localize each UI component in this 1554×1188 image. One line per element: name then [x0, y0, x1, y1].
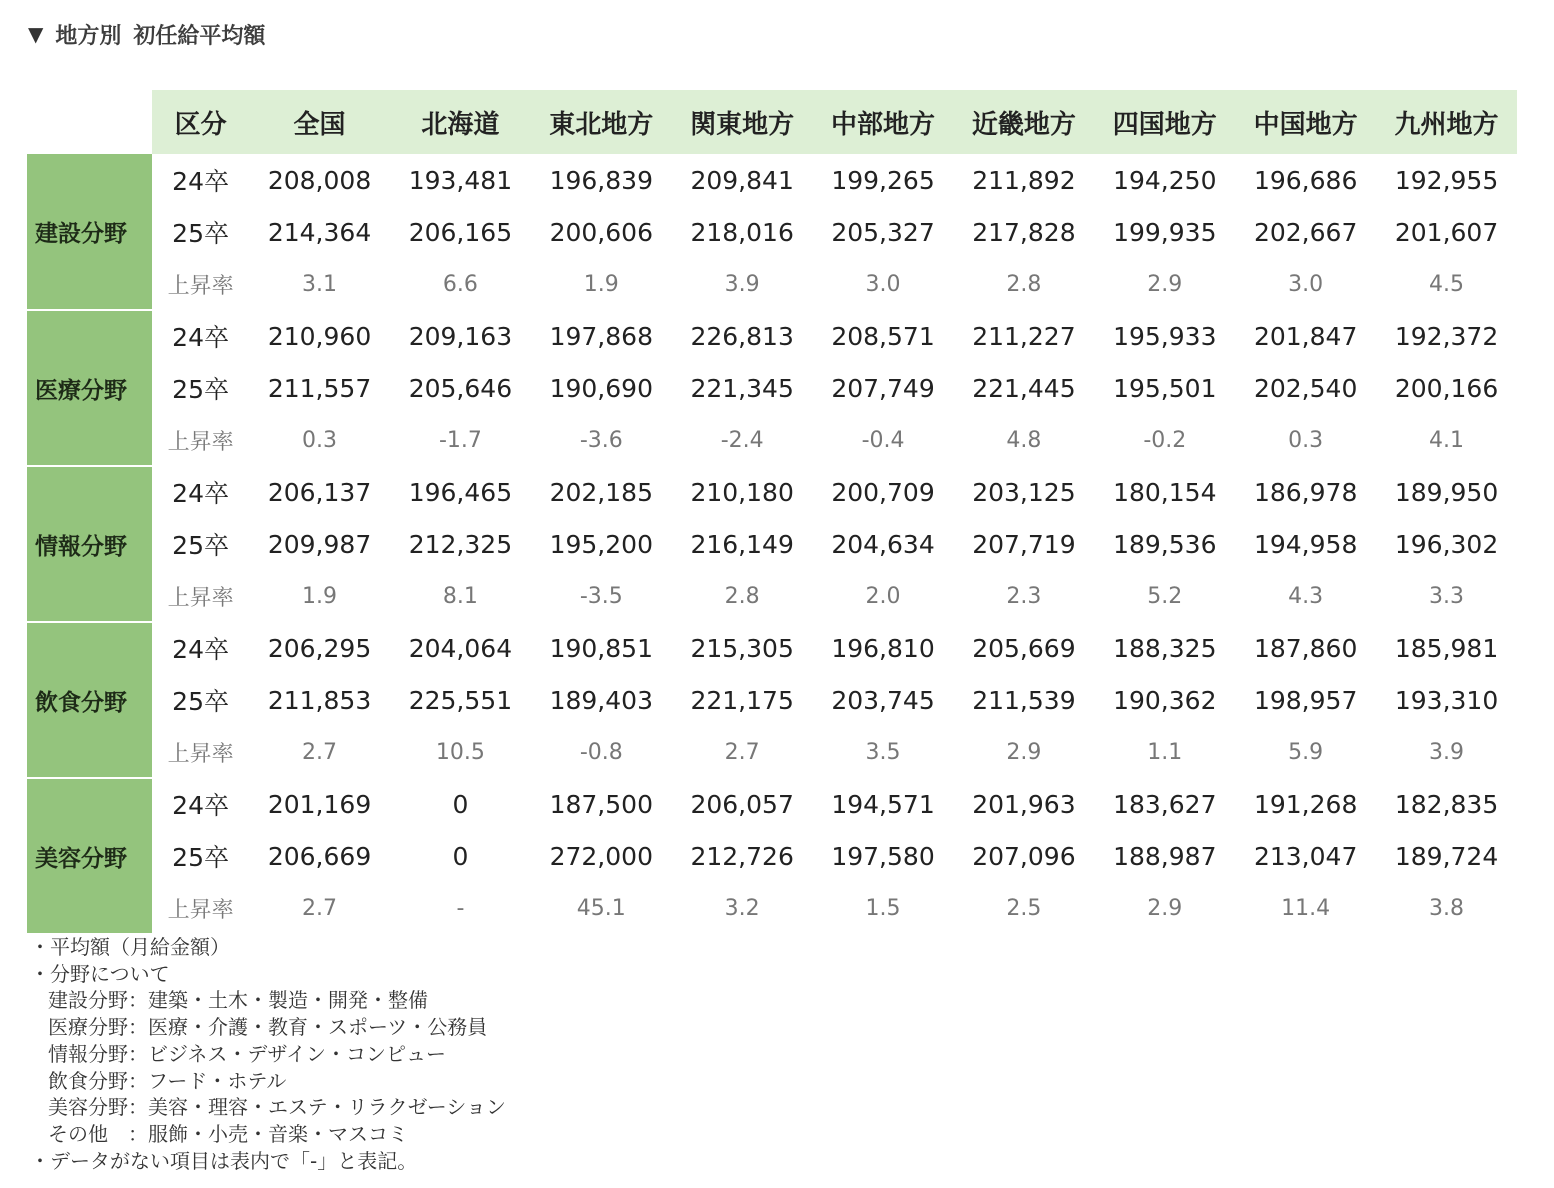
table-cell: 2.9 [1006, 739, 1042, 765]
table-row [27, 882, 1517, 934]
row-label: 24卒 [172, 167, 229, 196]
table-cell: 1.5 [865, 895, 901, 921]
table-cell: 208,008 [267, 165, 372, 195]
column-header: 中国地方 [1235, 90, 1376, 154]
table-cell: 201,963 [972, 789, 1076, 819]
table-cell: -0.8 [579, 739, 623, 765]
table-cell: 197,580 [831, 841, 935, 871]
table-cell: 202,540 [1253, 373, 1358, 403]
table-cell: 3.9 [1429, 739, 1465, 765]
table-cell: 206,295 [267, 633, 372, 663]
table-cell: 211,227 [972, 321, 1076, 351]
table-cell: 180,154 [1113, 477, 1217, 507]
table-cell: 195,933 [1113, 321, 1217, 351]
table-cell: 201,607 [1394, 217, 1499, 247]
table-cell: 211,539 [972, 685, 1076, 715]
table-cell: 206,057 [690, 789, 794, 819]
table-row [27, 778, 1517, 830]
group-label: 建設分野 [27, 154, 152, 310]
table-cell: 6.6 [442, 271, 478, 297]
table-cell: 182,835 [1394, 789, 1499, 819]
row-label: 25卒 [172, 687, 229, 716]
table-cell: 2.3 [1006, 583, 1042, 609]
table-cell: 190,362 [1113, 685, 1217, 715]
table-cell: 0 [452, 789, 469, 819]
table-cell: 2.7 [302, 895, 338, 921]
table-cell: 1.1 [1147, 739, 1183, 765]
table-cell: 11.4 [1281, 895, 1331, 921]
note-line: その他 ：服飾・小売・音楽・マスコミ [48, 1121, 408, 1146]
table-cell: 193,310 [1394, 685, 1499, 715]
table-cell: 207,096 [972, 841, 1076, 871]
table-cell: 202,185 [549, 477, 653, 507]
table-cell: -3.5 [579, 583, 623, 609]
table-cell: 189,403 [549, 685, 653, 715]
column-header: 近畿地方 [953, 90, 1094, 154]
table-cell: 204,064 [408, 633, 513, 663]
table-row [27, 570, 1517, 622]
table-cell: 201,169 [267, 789, 372, 819]
table-cell: 45.1 [576, 895, 626, 921]
table-cell: 196,839 [549, 165, 653, 195]
column-header: 四国地方 [1094, 90, 1235, 154]
table-cell: 2.0 [865, 583, 901, 609]
table-cell: - [456, 895, 465, 921]
table-cell: 2.7 [724, 739, 760, 765]
column-header: 全国 [249, 90, 390, 154]
table-cell: 205,646 [408, 373, 513, 403]
row-label: 24卒 [172, 791, 229, 820]
table-cell: 225,551 [408, 685, 513, 715]
table-cell: 190,690 [549, 373, 653, 403]
section-title [28, 18, 265, 50]
table-cell: 186,978 [1253, 477, 1358, 507]
table-cell: 2.5 [1006, 895, 1042, 921]
table-cell: 198,957 [1253, 685, 1358, 715]
row-label: 25卒 [172, 531, 229, 560]
table-cell: 200,709 [831, 477, 935, 507]
table-cell: 206,165 [408, 217, 513, 247]
table-cell: 2.8 [1006, 271, 1042, 297]
table-cell: 210,180 [690, 477, 794, 507]
table-cell: 190,851 [549, 633, 653, 663]
column-header: 東北地方 [531, 90, 672, 154]
table-cell: 3.9 [724, 271, 760, 297]
group-label: 飲食分野 [27, 622, 152, 778]
table-row [27, 830, 1517, 882]
note-line: ・データがない項目は表内で「-」と表記。 [30, 1148, 418, 1173]
table-cell: 203,125 [972, 477, 1076, 507]
table-cell: 4.5 [1429, 271, 1465, 297]
note-line: ・分野について [30, 961, 170, 986]
table-cell: 193,481 [408, 165, 513, 195]
table-row [27, 622, 1517, 674]
table-row [27, 310, 1517, 362]
table-cell: 203,745 [831, 685, 935, 715]
table-cell: 192,372 [1394, 321, 1499, 351]
row-label: 25卒 [172, 219, 229, 248]
table-row [27, 362, 1517, 414]
table-cell: 188,325 [1113, 633, 1217, 663]
table-cell: 194,250 [1113, 165, 1217, 195]
table-cell: 201,847 [1253, 321, 1358, 351]
table-cell: 183,627 [1113, 789, 1217, 819]
table-cell: 189,724 [1394, 841, 1499, 871]
table-cell: 0.3 [1288, 427, 1324, 453]
table-cell: 205,669 [972, 633, 1076, 663]
table-cell: 0.3 [302, 427, 338, 453]
table-cell: 200,166 [1394, 373, 1499, 403]
table-cell: 209,841 [690, 165, 794, 195]
table-cell: 1.9 [583, 271, 619, 297]
table-cell: 3.3 [1429, 583, 1465, 609]
table-cell: 3.1 [302, 271, 338, 297]
table-cell: 226,813 [690, 321, 794, 351]
table-cell: -2.4 [720, 427, 764, 453]
table-cell: 3.2 [724, 895, 760, 921]
row-label: 上昇率 [167, 897, 234, 923]
table-row [27, 726, 1517, 778]
table-row [27, 206, 1517, 258]
table-cell: 207,749 [831, 373, 935, 403]
table-cell: 187,500 [549, 789, 653, 819]
table-cell: -0.2 [1143, 427, 1187, 453]
table-cell: 3.0 [865, 271, 901, 297]
table-cell: 185,981 [1394, 633, 1499, 663]
table-cell: 1.9 [302, 583, 338, 609]
table-cell: 199,265 [831, 165, 935, 195]
header-blank-cell [27, 90, 152, 154]
table-cell: 4.1 [1429, 427, 1465, 453]
table-cell: 2.9 [1147, 895, 1183, 921]
table-cell: 205,327 [831, 217, 935, 247]
salary-table [27, 90, 1517, 935]
title-text-salary: 初任給平均額 [133, 23, 266, 49]
note-line: 美容分野：美容・理容・エステ・リラクゼーション [48, 1095, 506, 1120]
group-label: 情報分野 [27, 466, 152, 622]
row-label: 25卒 [172, 375, 229, 404]
table-cell: 4.8 [1006, 427, 1042, 453]
table-cell: 3.8 [1429, 895, 1465, 921]
table-cell: 2.8 [724, 583, 760, 609]
table-cell: 209,987 [267, 529, 372, 559]
row-label: 上昇率 [167, 429, 234, 455]
table-cell: 211,892 [972, 165, 1076, 195]
group-label: 医療分野 [27, 310, 152, 466]
table-cell: 3.0 [1288, 271, 1324, 297]
column-header: 関東地方 [672, 90, 813, 154]
column-header: 九州地方 [1376, 90, 1517, 154]
table-row [27, 414, 1517, 466]
table-cell: 10.5 [435, 739, 485, 765]
row-label: 24卒 [172, 323, 229, 352]
table-cell: 212,726 [690, 841, 794, 871]
table-cell: 2.7 [302, 739, 338, 765]
table-row [27, 674, 1517, 726]
column-header: 北海道 [390, 90, 531, 154]
note-line: 建設分野：建築・土木・製造・開発・整備 [48, 988, 428, 1013]
note-line: 情報分野：ビジネス・デザイン・コンピュー [48, 1041, 446, 1066]
column-header: 区分 [152, 90, 249, 154]
column-header: 中部地方 [813, 90, 954, 154]
table-cell: 194,571 [831, 789, 935, 819]
table-row [27, 466, 1517, 518]
title-text-region: 地方別 [55, 23, 122, 49]
table-cell: 204,634 [831, 529, 935, 559]
table-cell: 189,536 [1113, 529, 1217, 559]
table-cell: -1.7 [438, 427, 482, 453]
table-cell: 221,175 [690, 685, 794, 715]
table-cell: 187,860 [1253, 633, 1358, 663]
row-label: 上昇率 [167, 741, 234, 767]
table-cell: 3.5 [865, 739, 901, 765]
table-cell: 196,686 [1253, 165, 1358, 195]
table-cell: -0.4 [861, 427, 905, 453]
table-cell: 196,810 [831, 633, 935, 663]
table-cell: 213,047 [1253, 841, 1358, 871]
row-label: 上昇率 [167, 273, 234, 299]
table-cell: 197,868 [549, 321, 653, 351]
table-cell: 221,445 [972, 373, 1076, 403]
table-cell: 214,364 [267, 217, 372, 247]
table-cell: 2.9 [1147, 271, 1183, 297]
table-cell: 211,557 [267, 373, 372, 403]
notes [30, 934, 730, 1174]
table-cell: 216,149 [690, 529, 794, 559]
table-cell: 195,200 [549, 529, 653, 559]
table-cell: 5.9 [1288, 739, 1324, 765]
table-cell: 4.3 [1288, 583, 1324, 609]
note-line: 飲食分野：フード・ホテル [48, 1068, 287, 1093]
table-cell: 210,960 [267, 321, 372, 351]
table-cell: 191,268 [1253, 789, 1358, 819]
table-cell: 189,950 [1394, 477, 1499, 507]
table-cell: 8.1 [442, 583, 478, 609]
table-row [27, 518, 1517, 570]
table-cell: 207,719 [972, 529, 1076, 559]
table-row [27, 154, 1517, 206]
table-cell: 202,667 [1253, 217, 1358, 247]
table-cell: 221,345 [690, 373, 794, 403]
table-cell: 195,501 [1113, 373, 1217, 403]
table-cell: 212,325 [408, 529, 513, 559]
table-cell: 206,669 [267, 841, 372, 871]
header-row [27, 90, 1517, 154]
row-label: 24卒 [172, 635, 229, 664]
table-cell: -3.6 [579, 427, 623, 453]
table-cell: 217,828 [972, 217, 1076, 247]
table-cell: 200,606 [549, 217, 653, 247]
row-label: 25卒 [172, 843, 229, 872]
table-cell: 196,465 [408, 477, 513, 507]
note-line: 医療分野：医療・介護・教育・スポーツ・公務員 [48, 1015, 488, 1040]
table-cell: 211,853 [267, 685, 372, 715]
table-cell: 194,958 [1253, 529, 1358, 559]
table-cell: 196,302 [1394, 529, 1499, 559]
note-line: ・平均額（月給金額） [30, 935, 230, 959]
table-cell: 0 [452, 841, 469, 871]
table-cell: 215,305 [690, 633, 794, 663]
table-cell: 218,016 [690, 217, 794, 247]
triangle-down-icon[interactable]: ▼ [28, 22, 44, 46]
table-cell: 209,163 [408, 321, 513, 351]
table-cell: 192,955 [1394, 165, 1499, 195]
group-label: 美容分野 [27, 778, 152, 934]
table-cell: 206,137 [267, 477, 372, 507]
table-cell: 272,000 [549, 841, 653, 871]
table-cell: 5.2 [1147, 583, 1183, 609]
table-cell: 199,935 [1113, 217, 1217, 247]
row-label: 24卒 [172, 479, 229, 508]
table-cell: 208,571 [831, 321, 935, 351]
table-row [27, 258, 1517, 310]
row-label: 上昇率 [167, 585, 234, 611]
table-cell: 188,987 [1113, 841, 1217, 871]
